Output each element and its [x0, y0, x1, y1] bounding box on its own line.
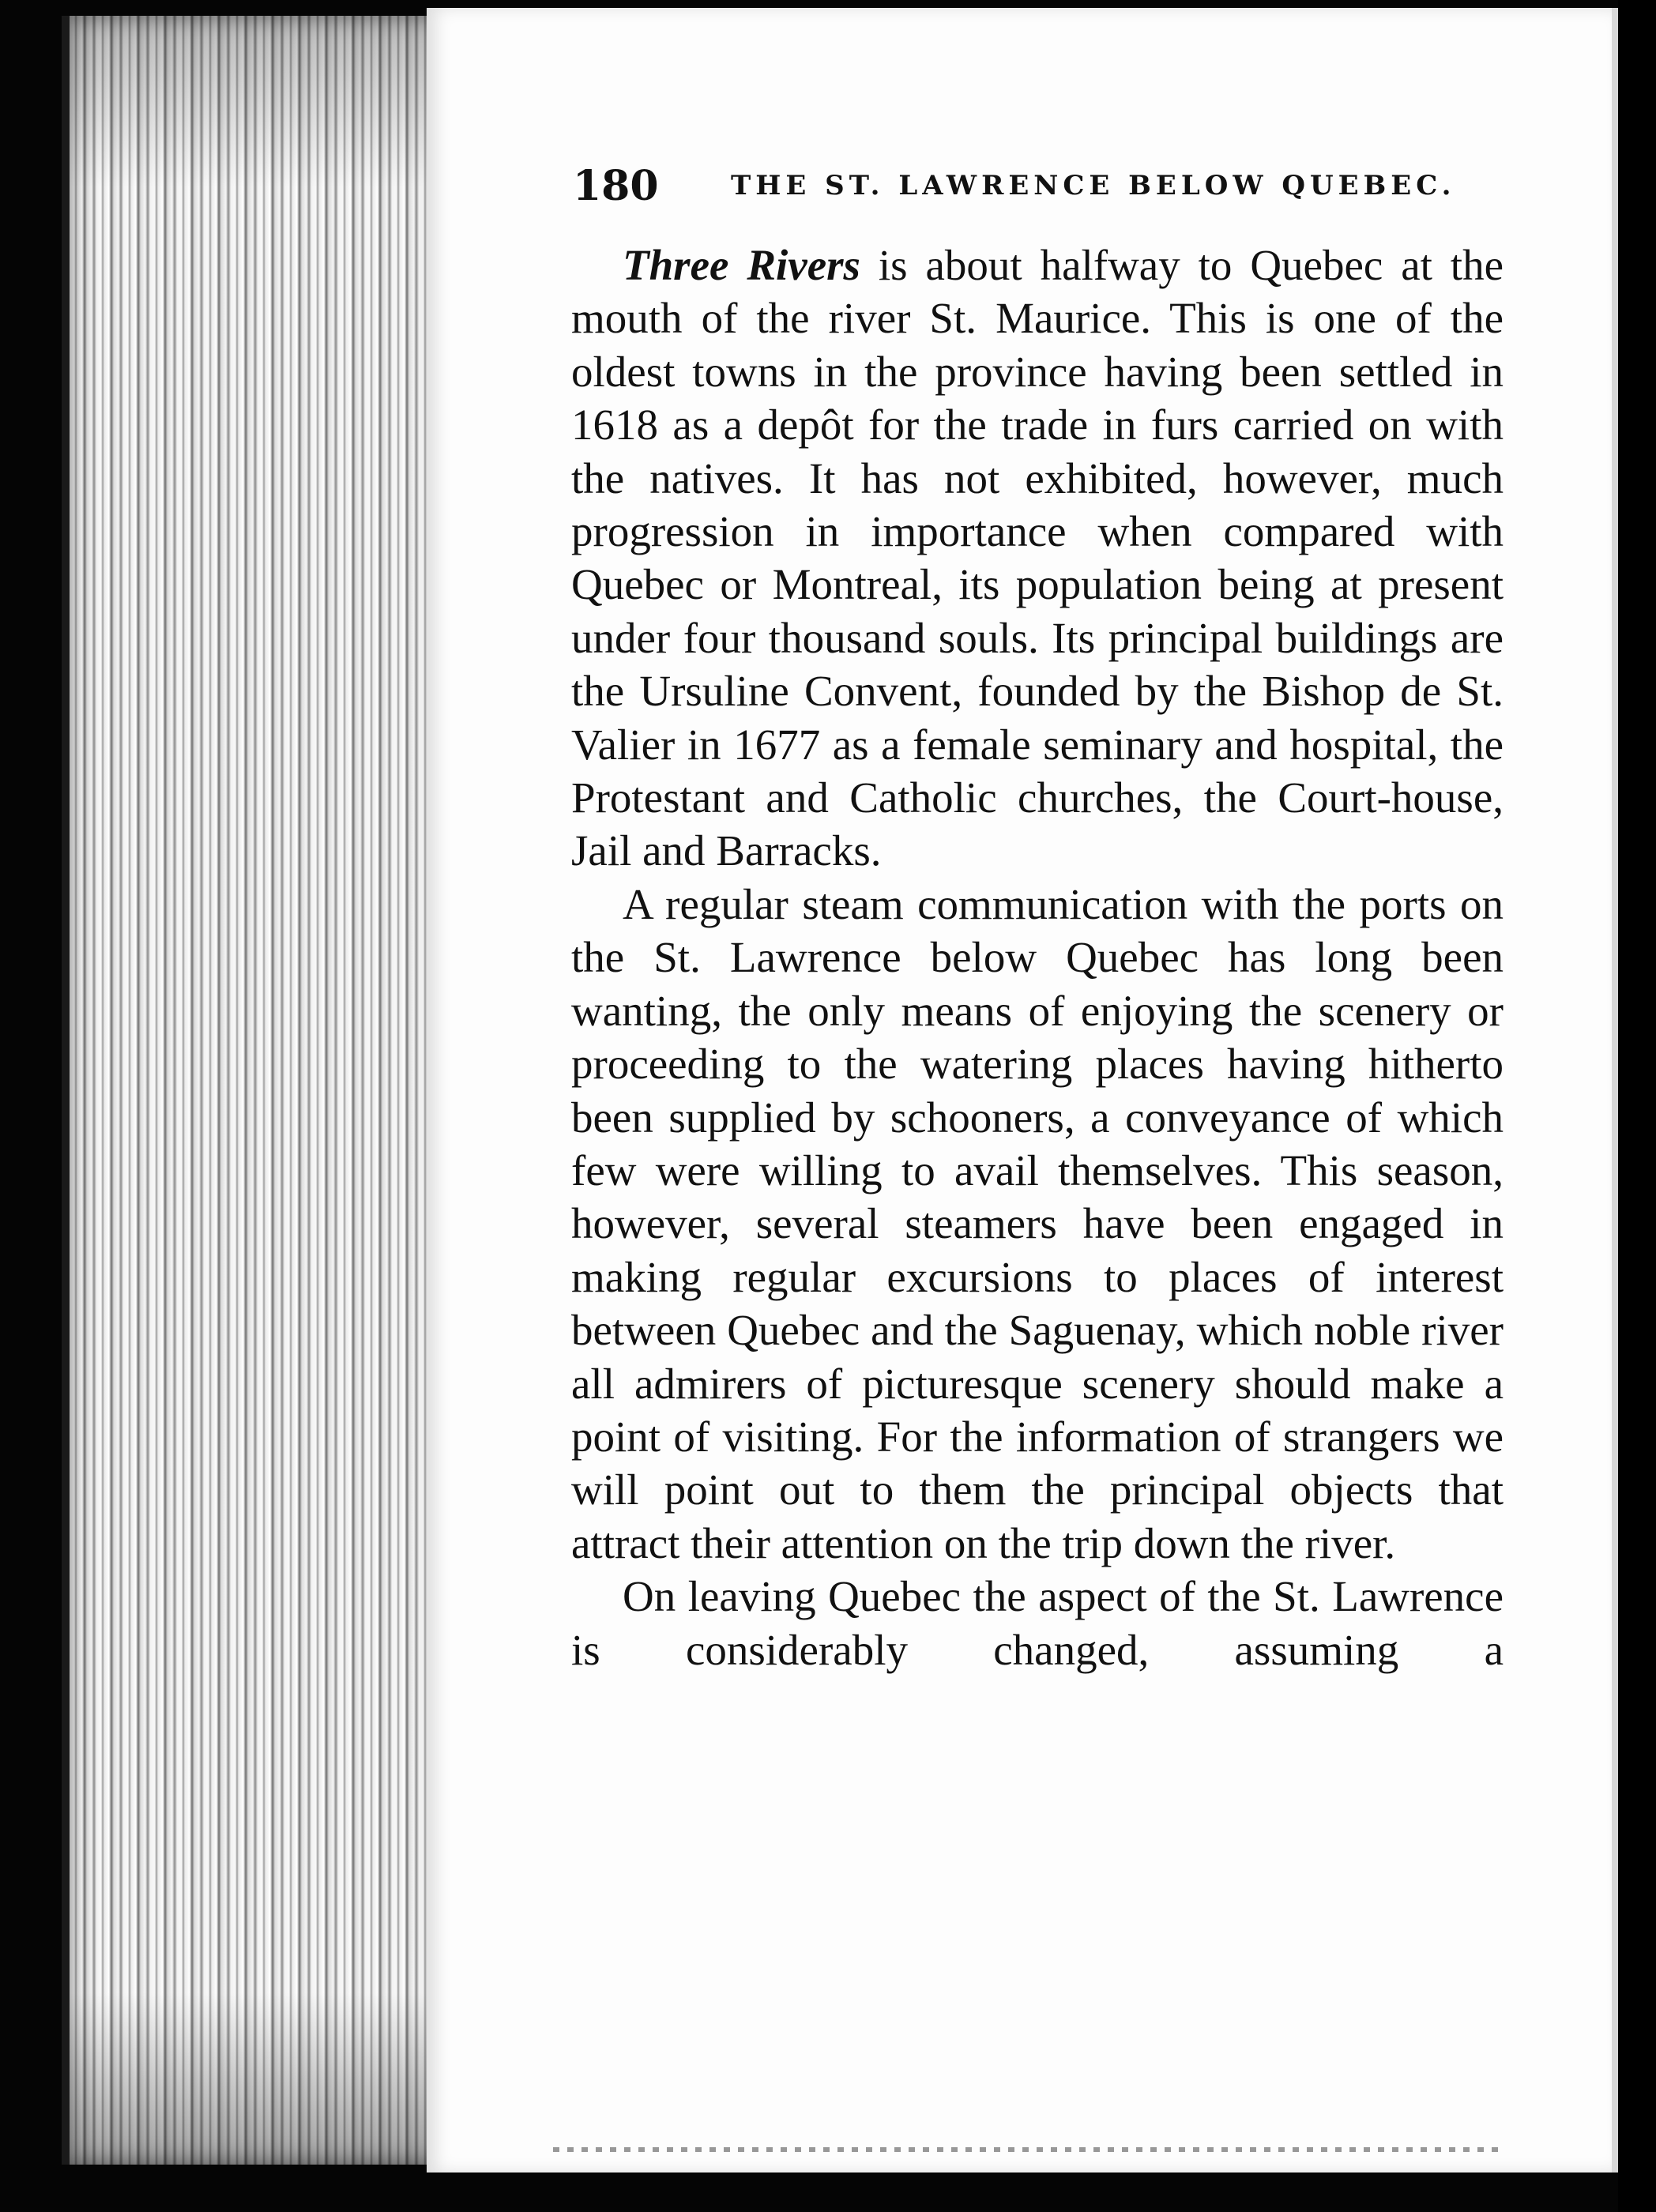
paragraph-steam-communication	[571, 878, 1504, 1570]
running-head-title: THE ST. LAWRENCE BELOW QUEBEC.	[731, 170, 1456, 201]
bottom-edge-mark	[553, 2147, 1501, 2152]
paragraph-text: A regular steam communication with the ports on the St. Lawrence below Quebec has long been wanting, the only means of enjoying the scenery or proceeding to the watering places having hitherto been supplied by schooners, a conveyance of which few were willing to avail themselves. This season, however, several steamers have been engaged in making regular excursions to places of interest between Quebec and the Saguenay, which noble river all admirers of picturesque scenery should make a point of visiting. For the information of strangers we will point out to them the principal objects that attract their attention on the trip down the river.	[571, 879, 1504, 1567]
scan-border	[1618, 0, 1656, 2212]
book-page-edges	[62, 16, 441, 2165]
page-number: 180	[573, 162, 659, 210]
paragraph-text: On leaving Quebec the aspect of the St. Lawrence is considerably changed, assuming a	[571, 1572, 1504, 1674]
paragraph-text: is about halfway to Quebec at the mouth of the river St. Maurice. This is one of the oldest towns in the province having been settled in 1618 as a depôt for the trade in furs carried on with the natives. It has not exhibited, however, much progression in importance when compared with Quebec or Montreal, its population being at present under four thousand souls. Its principal buildings are the Ursuline Convent, founded by the Bishop de St. Valier in 1677 as a female seminary and hospital, the Protestant and Catholic churches, the Court-house, Jail and Barracks.	[571, 241, 1504, 875]
paragraph-lead: Three Rivers	[623, 241, 860, 289]
running-head	[573, 154, 1466, 217]
paragraph-three-rivers	[571, 239, 1504, 878]
paragraph-leaving-quebec	[571, 1570, 1504, 1676]
book-page	[427, 8, 1618, 2172]
body-text	[571, 239, 1504, 1676]
